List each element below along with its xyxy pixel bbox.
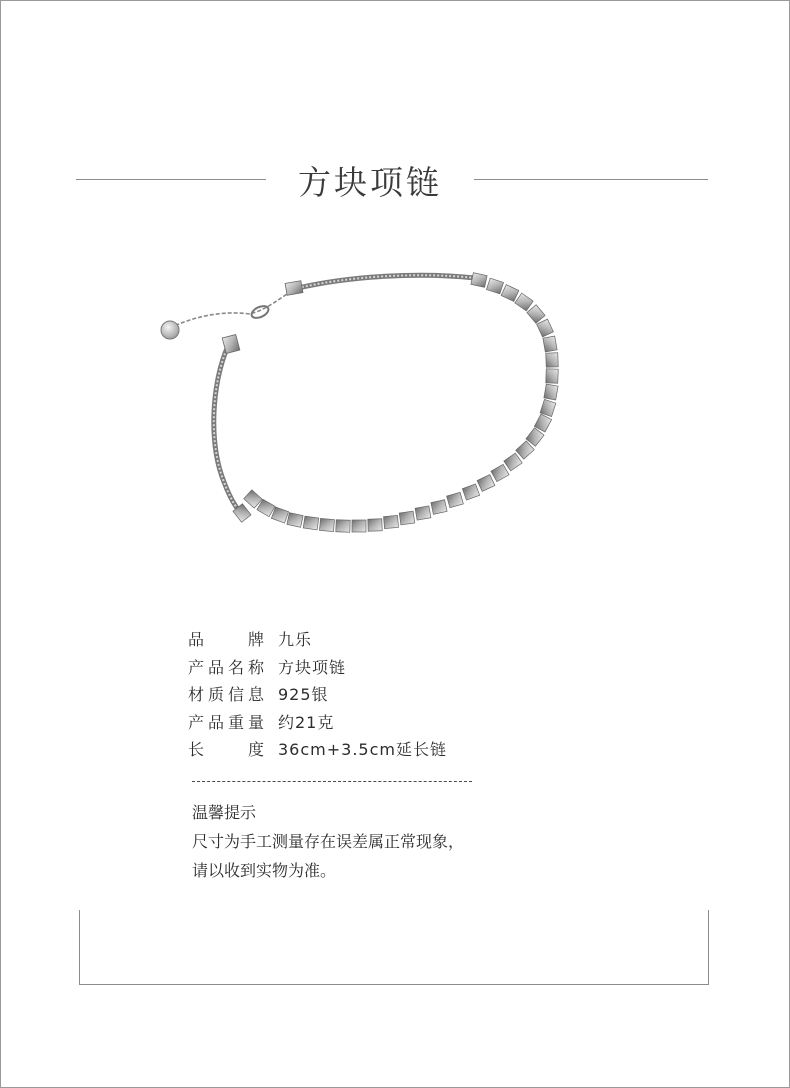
snake-chain-left [214, 346, 242, 514]
spec-label: 品牌 [188, 630, 264, 649]
bottom-frame-box [79, 910, 709, 985]
spec-label: 材质信息 [188, 685, 264, 704]
title-rule-left [76, 179, 266, 180]
notice-line: 尺寸为手工测量存在误差属正常现象， [192, 832, 465, 851]
spec-label: 长度 [188, 740, 264, 759]
spec-row-length [188, 736, 608, 764]
necklace-photo [150, 262, 600, 582]
spec-value: 九乐 [278, 630, 313, 649]
spec-value: 方块项链 [278, 657, 347, 677]
dashed-divider [192, 781, 472, 782]
spec-label: 产品重量 [188, 712, 264, 732]
extension-chain [170, 292, 290, 328]
tag-disc [161, 321, 179, 339]
spec-row-material [188, 681, 608, 709]
notice-heading: 温馨提示 [192, 803, 257, 822]
spec-list [188, 626, 608, 764]
spec-row-brand [188, 626, 608, 654]
lobster-clasp [250, 304, 271, 321]
notice-block [192, 798, 592, 885]
cube-beads [233, 273, 558, 533]
spec-row-product-name [188, 654, 608, 682]
end-cap-top [285, 281, 303, 296]
title-rule-right [474, 179, 708, 180]
notice-line: 请以收到实物为准。 [192, 861, 337, 880]
spec-value: 约21克 [278, 712, 335, 732]
spec-row-weight [188, 709, 608, 737]
page-title: 方块项链 [298, 163, 442, 202]
spec-label: 产品名称 [188, 657, 264, 677]
spec-value: 36cm+3.5cm延长链 [278, 740, 447, 759]
title-row [0, 155, 790, 205]
spec-value: 925银 [278, 685, 329, 704]
